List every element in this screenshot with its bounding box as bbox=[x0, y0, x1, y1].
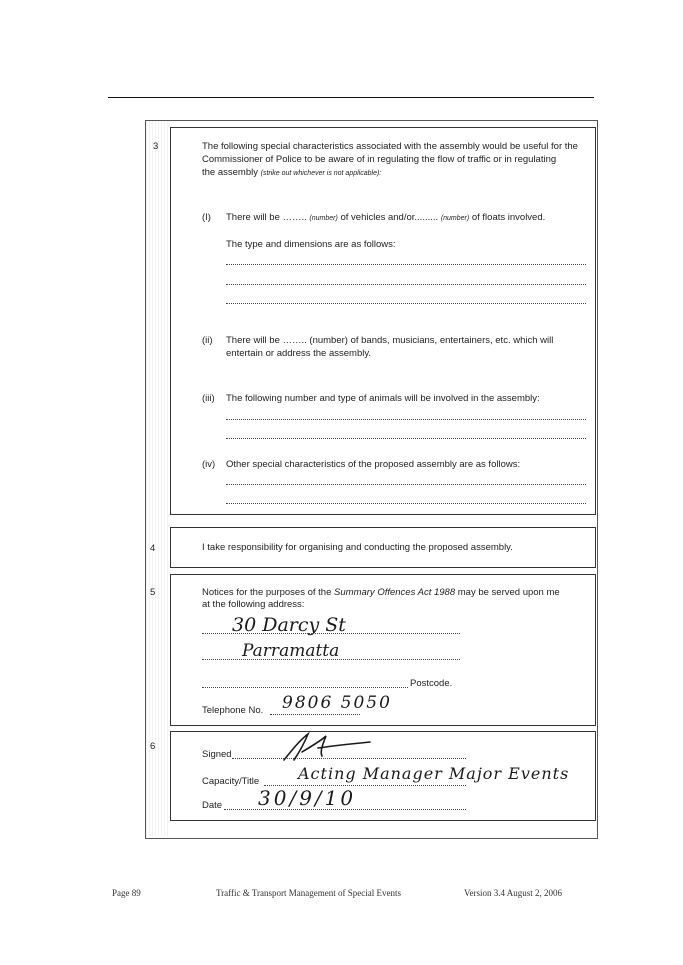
address-line-1[interactable] bbox=[202, 633, 460, 634]
item-iii-line-2[interactable] bbox=[226, 438, 586, 439]
s3-intro-line3: the assembly (strike out whichever is not applicable): bbox=[202, 167, 382, 178]
section-3-box bbox=[170, 127, 596, 515]
item-ii-line1: There will be …….. (number) of bands, musicians, entertainers, etc. which will bbox=[226, 335, 554, 346]
address-line-2[interactable] bbox=[202, 659, 460, 660]
postcode-line[interactable] bbox=[202, 687, 408, 688]
postcode-label: Postcode. bbox=[410, 678, 453, 689]
section-3-number: 3 bbox=[153, 141, 159, 152]
date-value: 30/9/10 bbox=[258, 786, 357, 810]
s5-act-name: Summary Offences Act 1988 bbox=[334, 587, 456, 598]
address-line2-value: Parramatta bbox=[242, 641, 340, 661]
item-iii-text: The following number and type of animals will be involved in the assembly: bbox=[226, 393, 540, 404]
item-iii-label: (iii) bbox=[202, 393, 215, 404]
footer-page: Page 89 bbox=[112, 888, 141, 898]
section-6-number: 6 bbox=[150, 741, 156, 752]
address-line1-value: 30 Darcy St bbox=[232, 614, 346, 636]
s5-line2: at the following address: bbox=[202, 599, 305, 610]
top-rule bbox=[108, 97, 594, 98]
section-4-number: 4 bbox=[150, 543, 156, 554]
item-iv-line-2[interactable] bbox=[226, 503, 586, 504]
item-ii-line2: entertain or address the assembly. bbox=[226, 348, 372, 359]
telephone-label: Telephone No. bbox=[202, 705, 264, 716]
s3-intro-line1: The following special characteristics associated with the assembly would be useful for the bbox=[202, 141, 578, 152]
item-i-text: There will be …….. (number) of vehicles and/or......... (number) of floats involved. bbox=[226, 212, 546, 223]
capacity-label: Capacity/Title bbox=[202, 776, 260, 787]
telephone-value: 9806 5050 bbox=[282, 693, 392, 713]
section-5-number: 5 bbox=[150, 587, 156, 598]
item-i-line-3[interactable] bbox=[226, 303, 586, 304]
footer-title: Traffic & Transport Management of Special Events bbox=[216, 888, 401, 898]
s3-intro-line2: Commissioner of Police to be aware of in regulating the flow of traffic or in regulating bbox=[202, 154, 557, 165]
signed-label: Signed bbox=[202, 749, 232, 760]
date-label: Date bbox=[202, 800, 223, 811]
signature-image bbox=[278, 730, 374, 764]
scan-gutter bbox=[146, 121, 168, 836]
item-iv-line-1[interactable] bbox=[226, 484, 586, 485]
s4-text: I take responsibility for organising and conducting the proposed assembly. bbox=[202, 542, 513, 553]
item-iv-text: Other special characteristics of the proposed assembly are as follows: bbox=[226, 459, 521, 470]
footer-version: Version 3.4 August 2, 2006 bbox=[464, 888, 563, 898]
item-i-line-2[interactable] bbox=[226, 284, 586, 285]
s5-line1: Notices for the purposes of the Summary Offences Act 1988 may be served upon me bbox=[202, 587, 560, 598]
telephone-line[interactable] bbox=[270, 714, 360, 715]
item-i-type-label: The type and dimensions are as follows: bbox=[226, 239, 396, 250]
item-iv-label: (iv) bbox=[202, 459, 216, 470]
item-iii-line-1[interactable] bbox=[226, 419, 586, 420]
capacity-value: Acting Manager Major Events bbox=[298, 764, 570, 783]
item-ii-label: (ii) bbox=[202, 335, 213, 346]
item-i-line-1[interactable] bbox=[226, 264, 586, 265]
item-i-label: (I) bbox=[202, 212, 211, 223]
s3-intro-note: (strike out whichever is not applicable): bbox=[260, 170, 382, 177]
